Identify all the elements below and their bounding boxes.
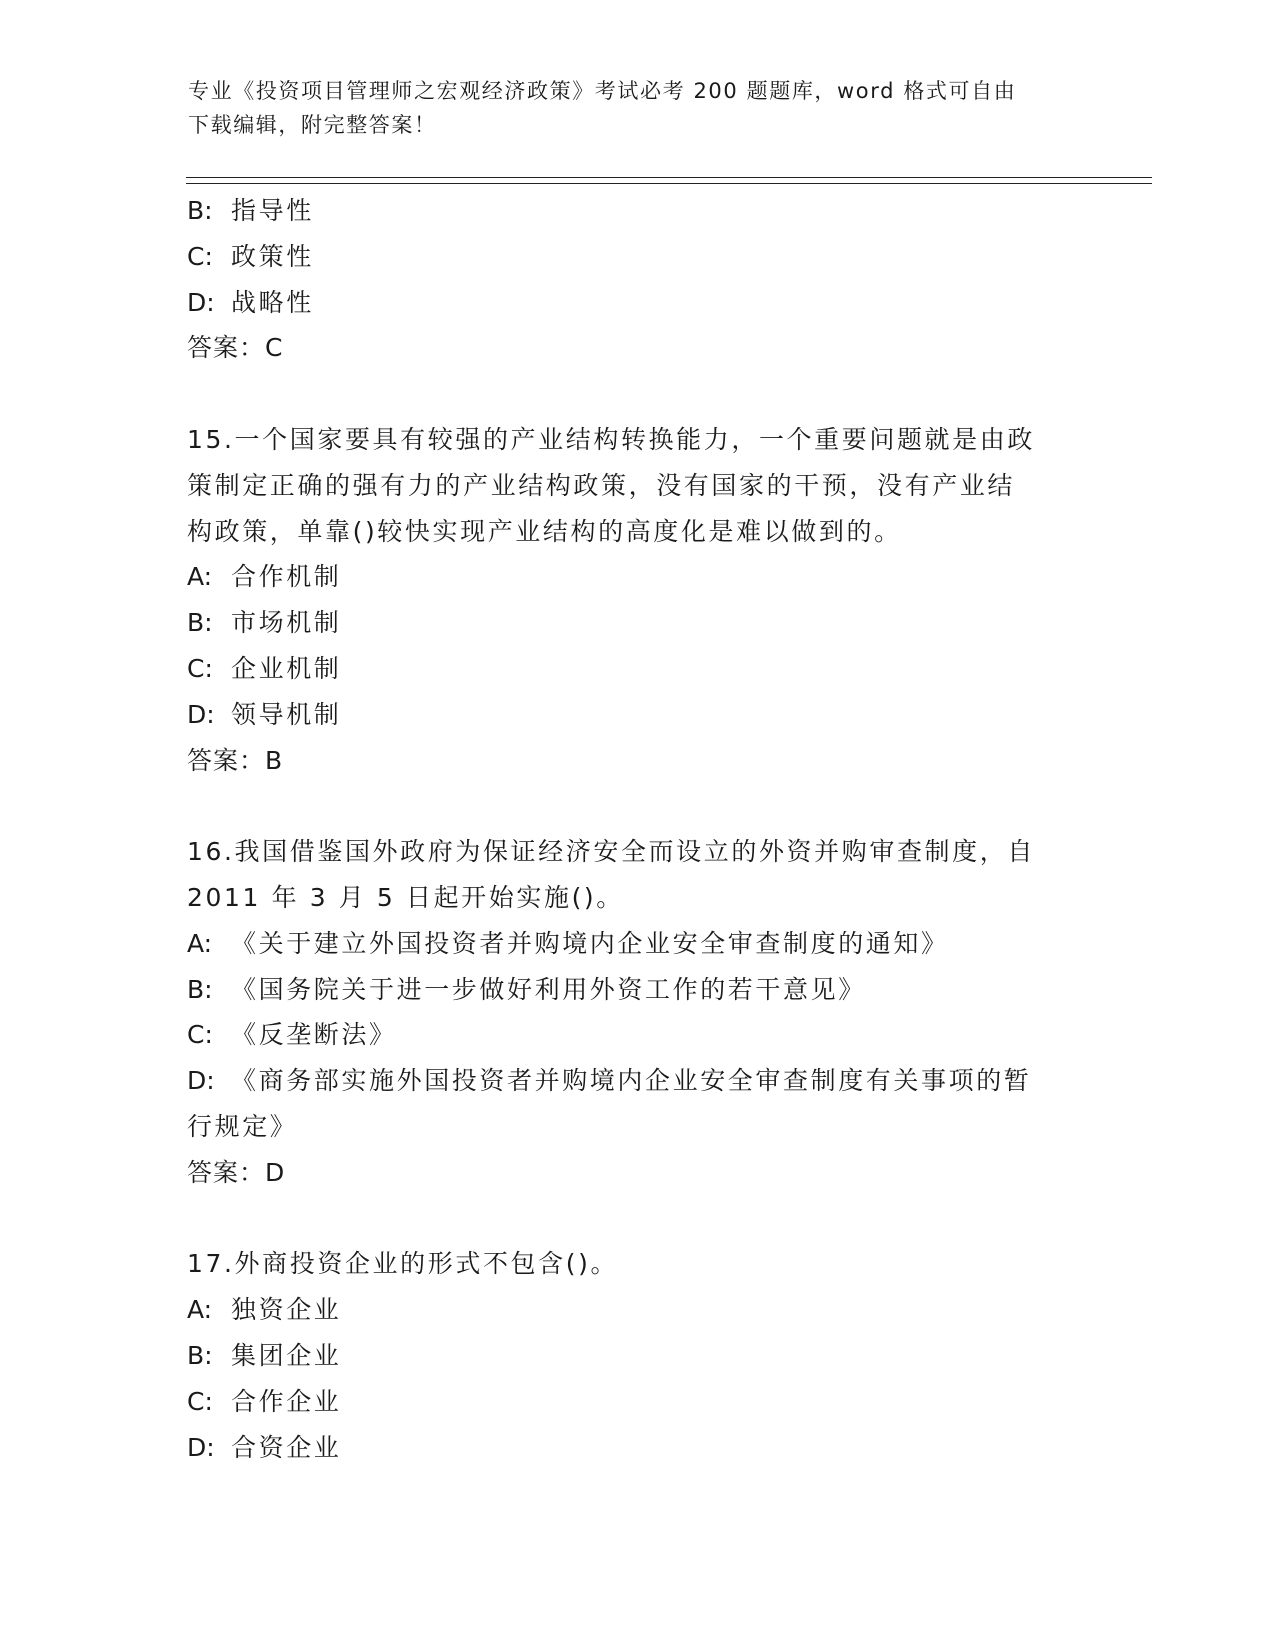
- option-key: B:: [187, 1340, 213, 1370]
- question-stem-line: 构政策，单靠()较快实现产业结构的高度化是难以做到的。: [187, 516, 902, 546]
- option-text: 战略性: [231, 287, 314, 317]
- header-line-1: 专业《投资项目管理师之宏观经济政策》考试必考 200 题题库，word 格式可自由: [188, 79, 1017, 103]
- option-key: B:: [187, 196, 213, 225]
- option-text: 独资企业: [231, 1295, 342, 1325]
- option-text: 市场机制: [231, 608, 342, 638]
- option-text: 合资企业: [231, 1432, 342, 1462]
- spacer: [187, 1196, 1087, 1242]
- option-text: 领导机制: [231, 699, 342, 729]
- option-text: 合作机制: [231, 562, 342, 592]
- question-16: [187, 829, 1087, 1195]
- option-d: [187, 692, 1087, 738]
- option-text: 《商务部实施外国投资者并购境内企业安全审查制度有关事项的暂: [231, 1066, 1032, 1096]
- document-header: [188, 74, 1088, 142]
- header-rule-top: [186, 177, 1152, 178]
- option-b: [187, 967, 1087, 1013]
- option-d: [187, 1058, 1087, 1104]
- header-rule-bottom: [186, 183, 1152, 184]
- question-list: [187, 188, 1087, 1470]
- option-b: [187, 600, 1087, 646]
- option-text: 《反垄断法》: [231, 1020, 397, 1050]
- option-text: 集团企业: [231, 1340, 342, 1370]
- option-text: 指导性: [231, 196, 314, 225]
- option-c: [187, 234, 1087, 280]
- option-key: C:: [187, 1020, 213, 1050]
- option-key: A:: [187, 562, 213, 592]
- answer: 答案：D: [187, 1157, 286, 1187]
- question-14: [187, 188, 1087, 371]
- answer: 答案：C: [187, 333, 284, 363]
- option-a: [187, 1287, 1087, 1333]
- option-key: A:: [187, 928, 213, 958]
- option-key: D:: [187, 699, 215, 729]
- option-key: C:: [187, 241, 213, 271]
- header-line-2: 下载编辑，附完整答案！: [188, 113, 437, 137]
- spacer: [187, 371, 1087, 417]
- question-stem-line: 15.一个国家要具有较强的产业结构转换能力，一个重要问题就是由政: [187, 424, 1035, 454]
- answer: 答案：B: [187, 745, 284, 775]
- option-b: [187, 188, 1087, 234]
- option-b: [187, 1333, 1087, 1379]
- question-17: [187, 1241, 1087, 1470]
- option-text: 合作企业: [231, 1386, 342, 1416]
- option-d-continuation: 行规定》: [187, 1111, 298, 1141]
- question-stem-line: 17.外商投资企业的形式不包含()。: [187, 1249, 619, 1279]
- option-key: D:: [187, 1066, 215, 1096]
- option-text: 政策性: [231, 241, 314, 271]
- option-text: 企业机制: [231, 653, 342, 683]
- option-c: [187, 1012, 1087, 1058]
- option-a: [187, 554, 1087, 600]
- spacer: [187, 783, 1087, 829]
- question-15: [187, 417, 1087, 783]
- option-c: [187, 646, 1087, 692]
- option-c: [187, 1379, 1087, 1425]
- question-stem-line: 16.我国借鉴国外政府为保证经济安全而设立的外资并购审查制度，自: [187, 837, 1035, 867]
- option-key: D:: [187, 287, 215, 317]
- option-d: [187, 280, 1087, 326]
- option-key: C:: [187, 1386, 213, 1416]
- option-a: [187, 921, 1087, 967]
- option-key: B:: [187, 974, 213, 1004]
- option-text: 《国务院关于进一步做好利用外资工作的若干意见》: [231, 974, 866, 1004]
- question-stem-line: 策制定正确的强有力的产业结构政策，没有国家的干预，没有产业结: [187, 470, 1016, 500]
- question-stem-line: 2011 年 3 月 5 日起开始实施()。: [187, 882, 624, 912]
- option-text: 《关于建立外国投资者并购境内企业安全审查制度的通知》: [231, 928, 949, 958]
- option-d: [187, 1425, 1087, 1471]
- option-key: D:: [187, 1432, 215, 1462]
- option-key: B:: [187, 608, 213, 638]
- option-key: C:: [187, 653, 213, 683]
- option-key: A:: [187, 1295, 213, 1325]
